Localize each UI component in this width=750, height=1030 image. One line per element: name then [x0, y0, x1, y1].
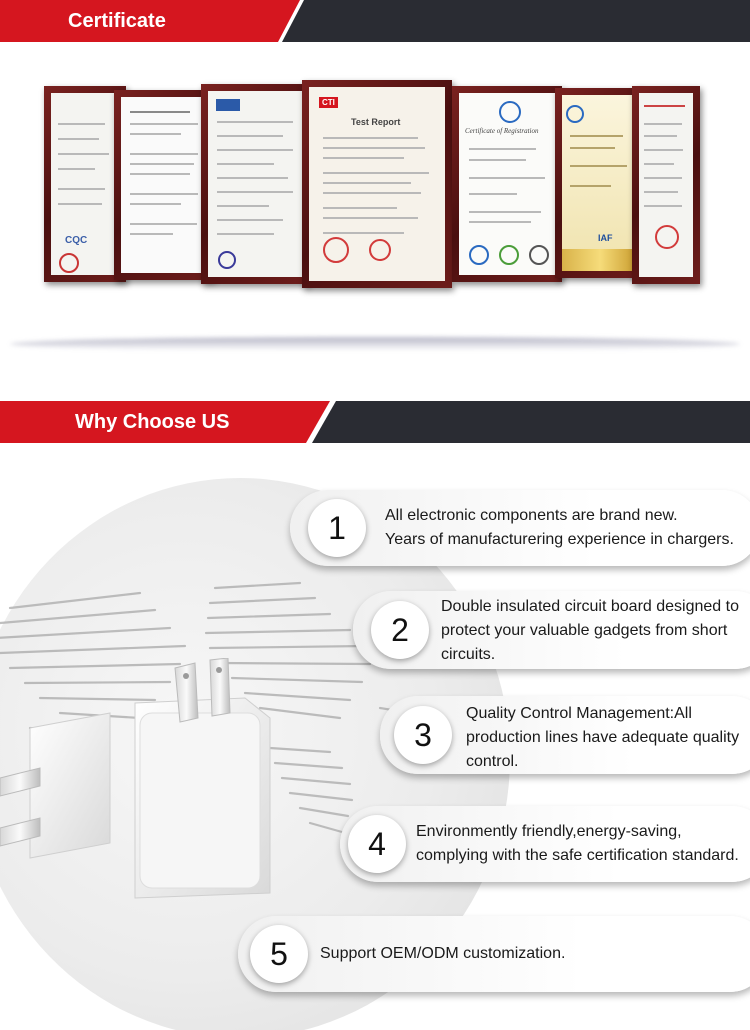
seal-icon [59, 253, 79, 273]
feature-text-line: Years of manufacturering experience in chargers. [385, 531, 734, 548]
banner-dark-block [312, 401, 750, 443]
seal-icon [218, 251, 236, 269]
gold-ornament [562, 249, 638, 271]
seal-icon [529, 245, 549, 265]
certificate-ccc-product [632, 86, 700, 284]
feature-text-line: Support OEM/ODM customization. [320, 945, 566, 962]
seal-icon [499, 245, 519, 265]
certificate-gallery [0, 42, 750, 372]
seal-icon [323, 237, 349, 263]
certificate-registration [452, 86, 562, 282]
feature-item-3 [380, 696, 750, 774]
why-choose-banner [0, 401, 750, 443]
cti-logo: CTI [319, 97, 338, 108]
feature-number-2: 2 [371, 601, 429, 659]
seal-icon [469, 245, 489, 265]
registrar-logo-icon [499, 101, 521, 123]
feature-text-line: Double insulated circuit board designed to [441, 598, 739, 615]
feature-number-3: 3 [394, 706, 452, 764]
feature-text-line: protect your valuable gadgets from short [441, 622, 728, 639]
feature-item-5 [238, 916, 750, 992]
feature-number-1: 1 [308, 499, 366, 557]
certificate-ul-report [114, 90, 214, 280]
seal-icon [655, 225, 679, 249]
cqc-logo: CQC [65, 235, 88, 246]
feature-number-5: 5 [250, 925, 308, 983]
feature-text-line: Quality Control Management:All [466, 705, 692, 722]
feature-text-line: production lines have adequate quality [466, 729, 740, 746]
certificate-cti-test-report [302, 80, 452, 288]
feature-text-line: Environmently friendly,energy-saving, [416, 823, 682, 840]
test-report-heading: Test Report [351, 117, 401, 127]
certificate-reflection [10, 337, 740, 351]
feature-text-line: circuits. [441, 646, 496, 663]
feature-text-line: All electronic components are brand new. [385, 507, 678, 524]
certificate-banner [0, 0, 750, 42]
feature-item-4 [340, 806, 750, 882]
feature-number-4: 4 [348, 815, 406, 873]
iaf-logo: IAF [598, 233, 613, 243]
seal-icon [369, 239, 391, 261]
feature-text-line: complying with the safe certification standard. [416, 847, 739, 864]
feature-item-1 [290, 490, 750, 566]
certificate-title: Certificate [68, 10, 166, 32]
certificate-iec [201, 84, 309, 284]
banner-dark-block [282, 0, 750, 42]
iec-logo-icon [216, 99, 240, 111]
registration-heading: Certificate of Registration [465, 127, 539, 135]
registrar-logo-icon [566, 105, 584, 123]
why-choose-section [0, 443, 750, 1030]
feature-item-2 [353, 591, 750, 669]
feature-text-line: control. [466, 753, 519, 770]
why-choose-title: Why Choose US [75, 411, 230, 433]
usb-charger-image [0, 658, 320, 908]
